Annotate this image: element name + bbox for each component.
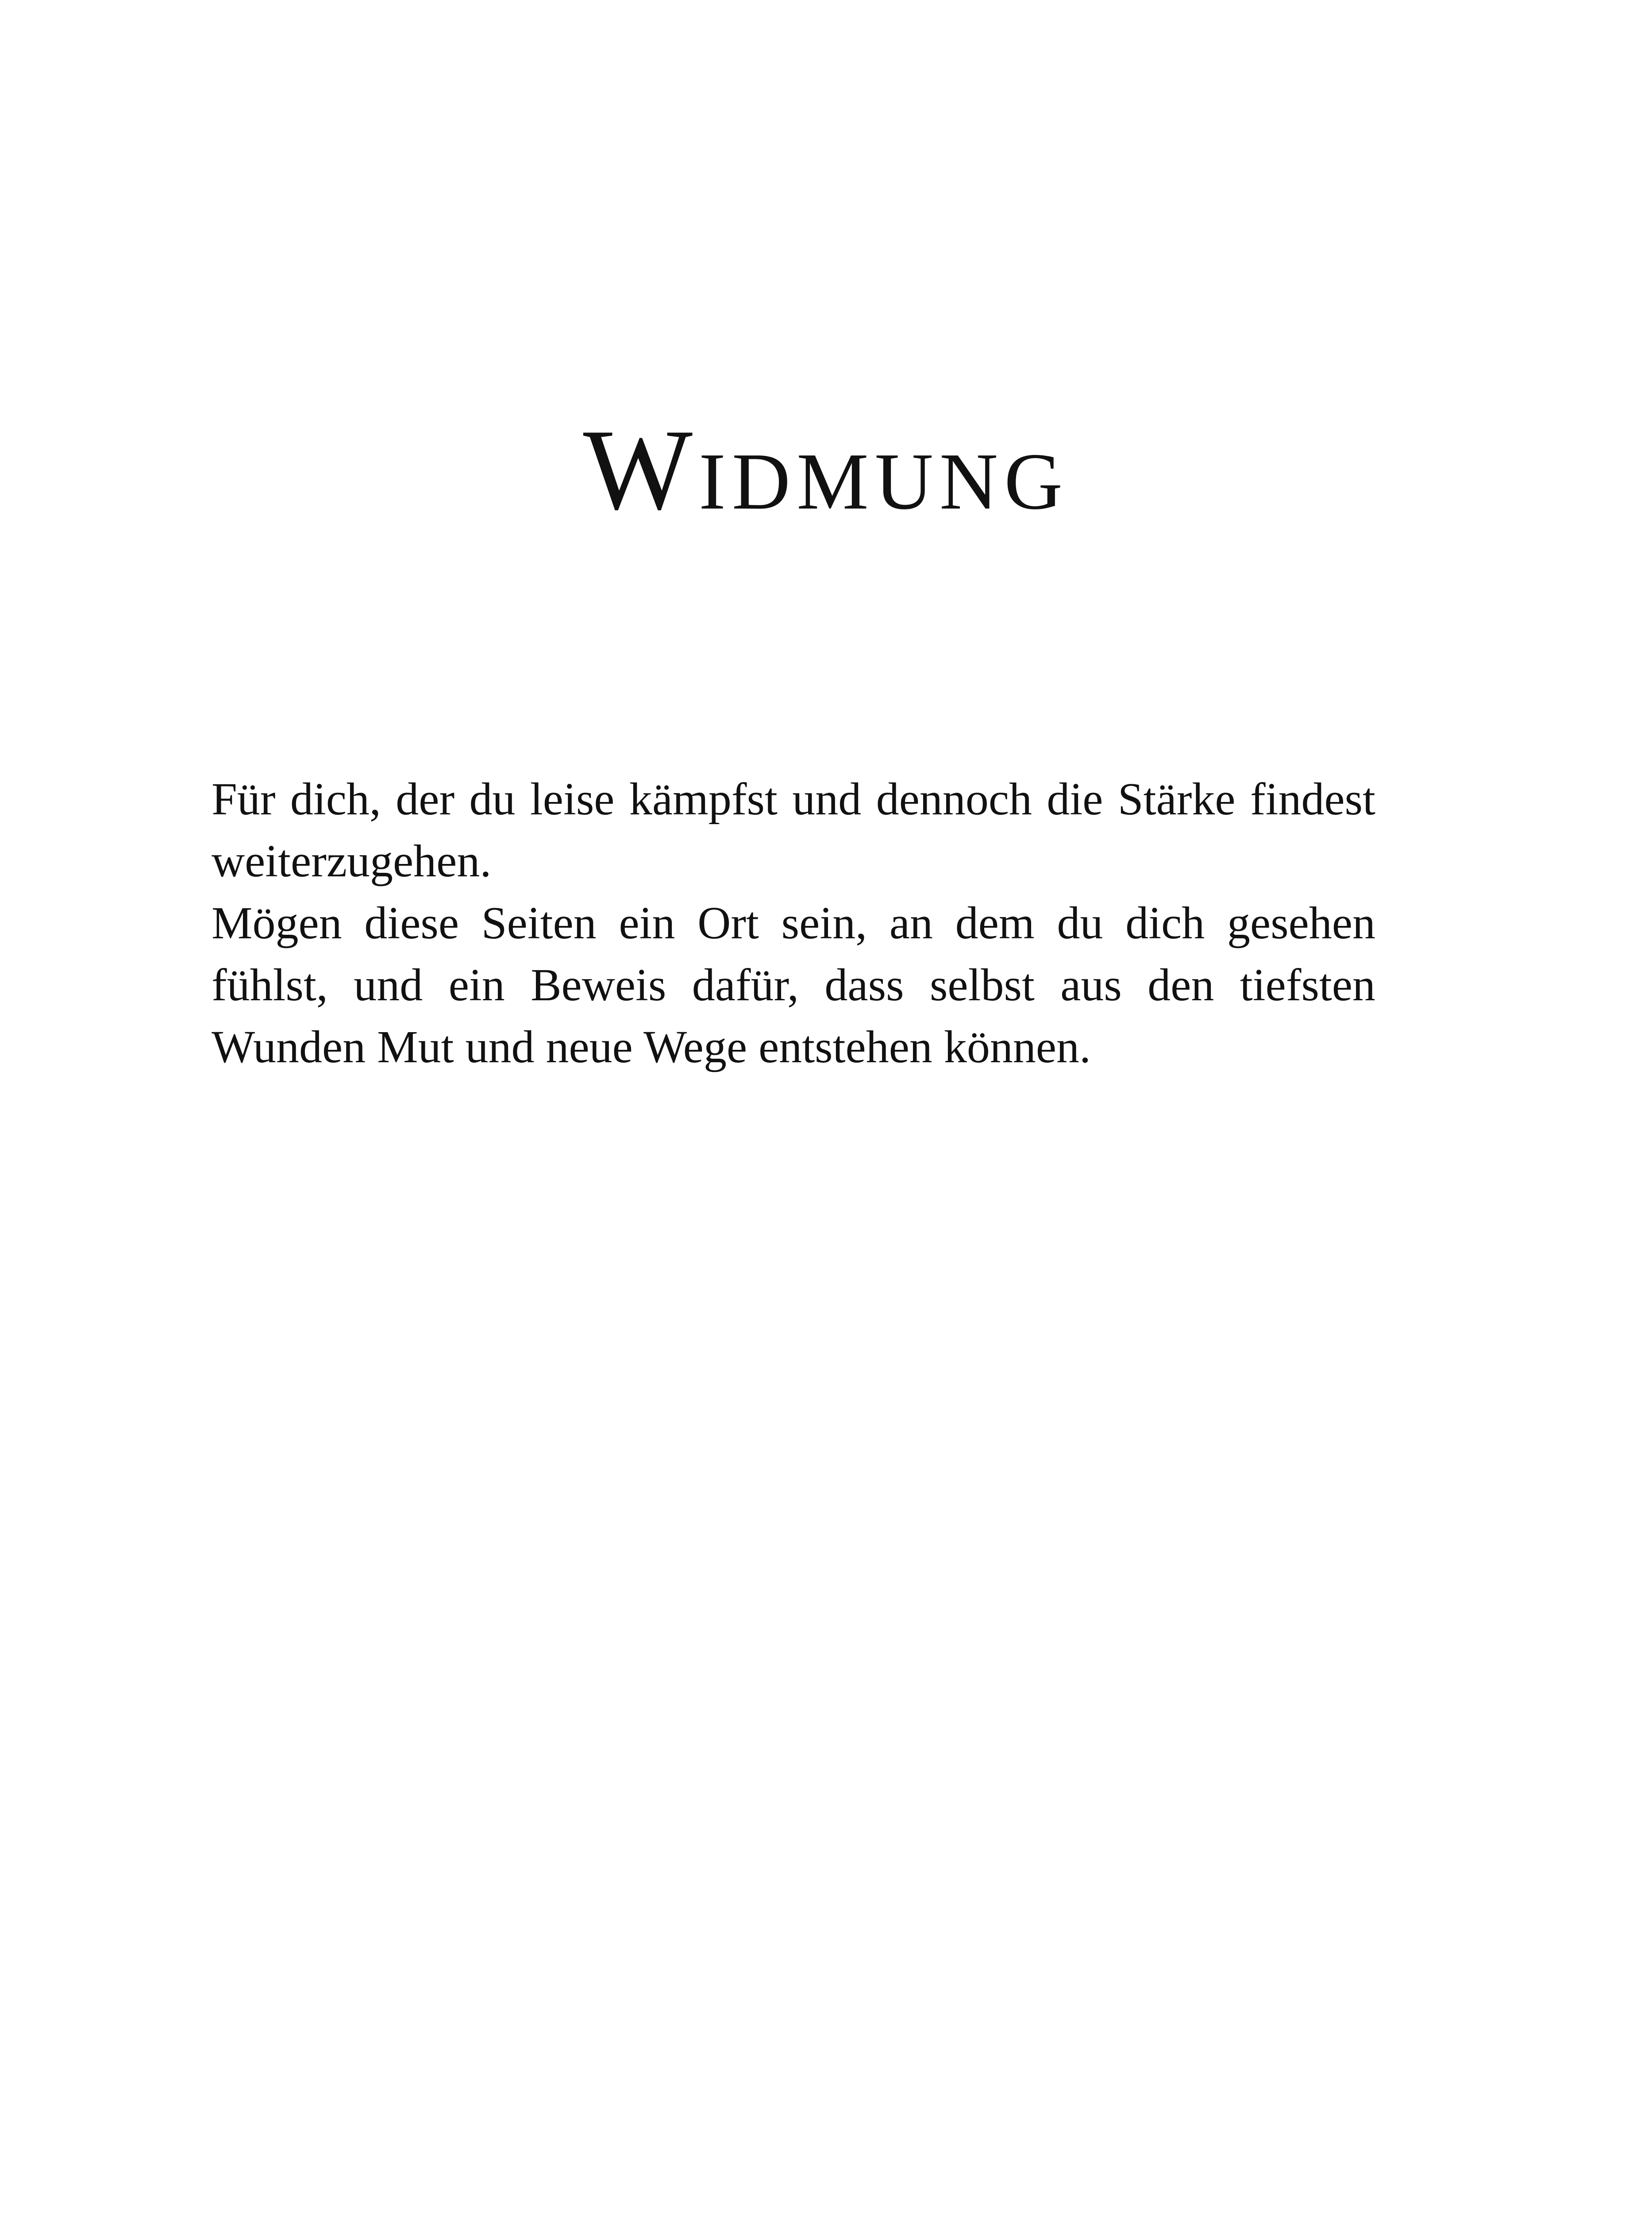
dedication-paragraph-2: Mögen diese Seiten ein Ort sein, an dem du dich gesehen fühlst, und ein Beweis dafür, dass selbst aus den tiefsten Wunden Mut und neue Wege entstehen können. [212, 898, 1375, 1072]
dedication-text [212, 768, 1375, 1078]
page-title: Widmung [583, 405, 1069, 534]
dedication-paragraph-1: Für dich, der du leise kämpfst und dennoch die Stärke findest weiterzugehen. [212, 774, 1375, 887]
